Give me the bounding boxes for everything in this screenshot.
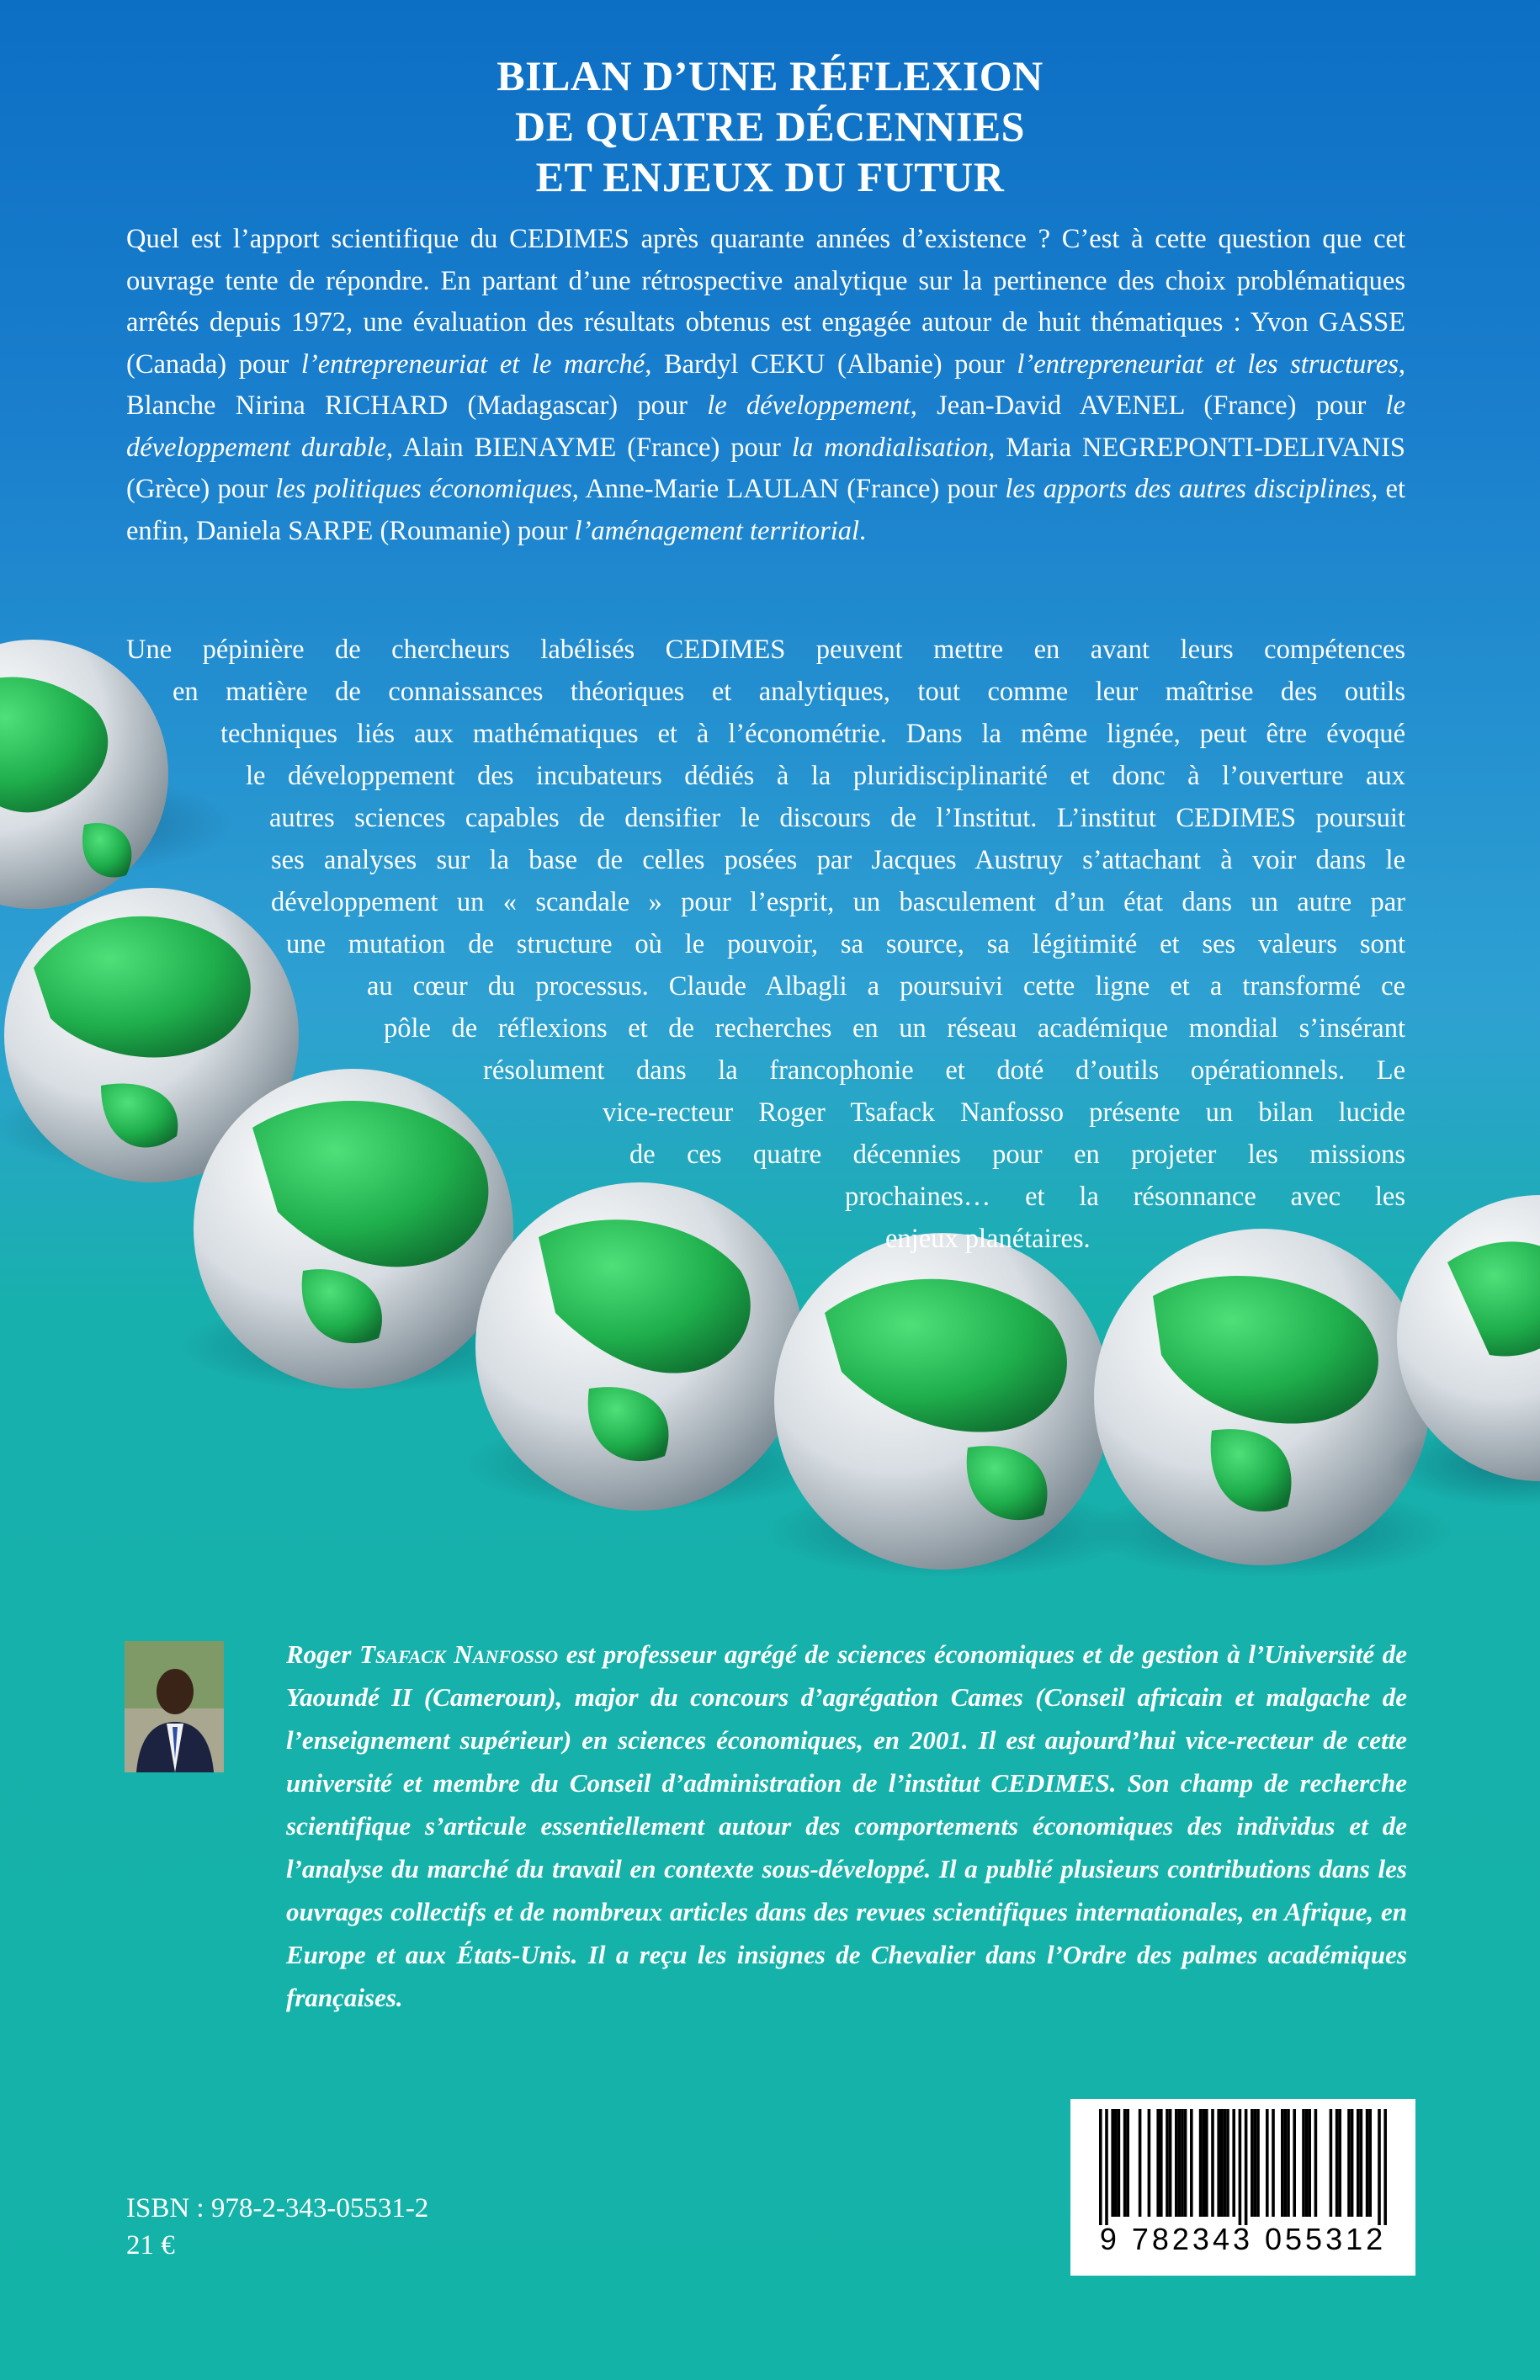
barcode-bar xyxy=(1169,2109,1172,2217)
paragraph-line: en matière de connaissances théoriques et analytiques, tout comme leur maîtrise des outils xyxy=(173,677,1405,707)
barcode-bar xyxy=(1338,2109,1341,2217)
price: 21 € xyxy=(126,2230,175,2260)
text-run: , Alain BIENAYME (France) pour xyxy=(386,432,792,463)
barcode-bar xyxy=(1287,2109,1290,2217)
text-run: , Blanche Nirina RICHARD (Madagascar) pour xyxy=(126,348,1406,421)
title-line: BILAN D’UNE RÉFLEXION xyxy=(497,52,1043,99)
paragraph-line: ses analyses sur la base de celles posées par Jacques Austruy s’attachant à voir dans le xyxy=(271,845,1405,875)
barcode-bar xyxy=(1099,2109,1102,2225)
summary-paragraph-1 xyxy=(126,219,1405,552)
paragraph-line: Une pépinière de chercheurs labélisés CEDIMES peuvent mettre en avant leurs compétences xyxy=(126,635,1405,665)
isbn: ISBN : 978-2-343-05531-2 xyxy=(126,2193,429,2223)
text-run: . xyxy=(859,515,867,546)
barcode-bar xyxy=(1330,2109,1333,2217)
title-line: DE QUATRE DÉCENNIES xyxy=(515,103,1025,150)
barcode-bar xyxy=(1181,2109,1184,2217)
paragraph-line: pôle de réflexions et de recherches en un réseau académique mondial s’insérant xyxy=(384,1013,1405,1044)
barcode-bar xyxy=(1360,2109,1363,2217)
italic-run: les apports des autres disciplines xyxy=(1005,474,1372,504)
barcode-bar xyxy=(1178,2109,1182,2217)
barcode-bar xyxy=(1383,2109,1387,2225)
paragraph-line: vice-recteur Roger Tsafack Nanfosso présente un bilan lucide xyxy=(603,1097,1405,1128)
barcode-bar xyxy=(1190,2109,1193,2217)
paragraph-line: de ces quatre décennies pour en projeter les missions xyxy=(629,1140,1405,1170)
italic-run: l’aménagement territorial xyxy=(574,515,860,546)
barcode-bar xyxy=(1217,2109,1220,2217)
barcode-bar xyxy=(1305,2109,1309,2217)
barcode-bar xyxy=(1226,2109,1229,2217)
barcode-bar xyxy=(1205,2109,1208,2217)
text-run: , et enfin, Daniela SARPE (Roumanie) pour xyxy=(126,474,1405,546)
barcode-bar xyxy=(1175,2109,1178,2217)
barcode-bar xyxy=(1256,2109,1260,2217)
barcode-bar xyxy=(1123,2109,1127,2217)
barcode-bar xyxy=(1220,2109,1224,2217)
barcode-bar xyxy=(1166,2109,1169,2217)
text-run: , Bardyl CEKU (Albanie) pour xyxy=(645,348,1017,380)
barcode-bar xyxy=(1368,2109,1372,2217)
barcode-bar xyxy=(1114,2109,1118,2217)
barcode-bar xyxy=(1251,2109,1254,2217)
italic-run: le développement xyxy=(707,390,911,421)
barcode-bar xyxy=(1351,2109,1354,2217)
text-run: Quel est l’apport scientifique du CEDIMES après quarante années d’existence ? C’est à cette question que cet ouvrage tente de répondre. En partant d’une rétrospective analytique sur la pertinence des choix problématiques arrêtés depuis 1972, une évaluation des résultats obtenus est engagée autour de huit thématiques : Yvon GASSE (Canada) pour xyxy=(126,224,1405,380)
author-photo xyxy=(125,1641,224,1772)
barcode-bar xyxy=(1336,2109,1339,2217)
paragraph-line: prochaines… et la résonnance avec les xyxy=(845,1182,1405,1212)
barcode-bar xyxy=(1211,2109,1214,2217)
paragraph-line: autres sciences capables de densifier le discours de l’Institut. L’institut CEDIMES poursuit xyxy=(269,803,1405,833)
barcode-bar xyxy=(1160,2109,1163,2217)
barcode-bar xyxy=(1281,2109,1284,2217)
italic-run: les politiques économiques xyxy=(275,474,572,504)
barcode-bar xyxy=(1184,2109,1187,2217)
barcode xyxy=(1070,2099,1415,2276)
title-line: ET ENJEUX DU FUTUR xyxy=(535,153,1005,200)
barcode-bar xyxy=(1293,2109,1296,2217)
barcode-bar xyxy=(1232,2109,1235,2217)
text-run: , Maria NEGREPONTI-DELIVANIS (Grèce) pour xyxy=(126,432,1405,504)
barcode-bar xyxy=(1202,2109,1205,2217)
barcode-bar xyxy=(1314,2109,1318,2217)
bio-text: est professeur agrégé de sciences économiques et de gestion à l’Université de Yaoundé II (Cameroun), major du concours d’agrégation Cames (Conseil africain et malgache de l’enseignement supérieur) en sciences économiques, en 2001. Il est aujourd’hui vice-recteur de cette université et membre du Conseil d’administration de l’institut CEDIMES. Son champ de recherche scientifique s’articule essentiellement autour des comportements économiques des individus et de l’analyse du marché du travail en contexte sous-développé. Il a publié plusieurs contributions dans les ouvrages collectifs et de nombreux articles dans des revues scientifiques internationales, en Afrique, en Europe et aux États-Unis. Il a reçu les insignes de Chevalier dans l’Ordre des palmes académiques françaises. xyxy=(286,1639,1408,2012)
barcode-bar xyxy=(1105,2109,1108,2225)
author-last-name: Tsafack xyxy=(359,1639,446,1669)
barcode-bar xyxy=(1156,2109,1160,2217)
italic-run: l’entrepreneuriat et le marché xyxy=(300,348,645,380)
author-biography xyxy=(286,1633,1407,2019)
text-run: , Jean-David AVENEL (France) pour xyxy=(910,390,1386,421)
barcode-bar xyxy=(1284,2109,1288,2217)
barcode-bar xyxy=(1139,2109,1142,2217)
barcode-bar xyxy=(1308,2109,1311,2217)
paragraph-line: au cœur du processus. Claude Albagli a poursuivi cette ligne et a transformé ce xyxy=(367,971,1405,1001)
paragraph-line: une mutation de structure où le pouvoir, sa source, sa légitimité et ses valeurs sont xyxy=(286,929,1405,959)
author-first-name: Roger xyxy=(286,1639,360,1669)
paragraph-line: résolument dans la francophonie et doté d’outils opérationnels. Le xyxy=(483,1055,1405,1086)
paragraph-line: développement un « scandale » pour l’esprit, un basculement d’un état dans un autre par xyxy=(271,887,1405,917)
barcode-bar xyxy=(1378,2109,1381,2225)
barcode-bar xyxy=(1347,2109,1351,2217)
barcode-bar xyxy=(1302,2109,1305,2217)
barcode-bar xyxy=(1111,2109,1114,2217)
italic-run: l’entrepreneuriat et les structures xyxy=(1017,348,1399,380)
author-last-name: Nanfosso xyxy=(454,1639,559,1669)
barcode-bar xyxy=(1245,2109,1248,2225)
barcode-bar xyxy=(1366,2109,1369,2217)
text-run: , Anne-Marie LAULAN (France) pour xyxy=(571,474,1006,504)
barcode-bar xyxy=(1148,2109,1151,2217)
barcode-bar xyxy=(1357,2109,1360,2217)
barcode-bar xyxy=(1126,2109,1129,2217)
barcode-bar xyxy=(1199,2109,1203,2217)
barcode-bar xyxy=(1118,2109,1121,2217)
barcode-bar xyxy=(1266,2109,1269,2217)
barcode-digits: 9 782343 055312 xyxy=(1099,2222,1387,2256)
barcode-bar xyxy=(1272,2109,1275,2217)
paragraph-line: enjeux planétaires. xyxy=(885,1224,1091,1254)
paragraph-line: techniques liés aux mathématiques et à l’économétrie. Dans la même lignée, peut être évoqué xyxy=(220,719,1405,749)
cover-title xyxy=(286,50,1254,202)
italic-run: le développement durable xyxy=(126,390,1406,463)
paragraph-line: le développement des incubateurs dédiés à la pluridisciplinarité et donc à l’ouverture aux xyxy=(246,761,1405,791)
barcode-bar xyxy=(1254,2109,1257,2217)
barcode-bar xyxy=(1239,2109,1242,2225)
barcode-bars xyxy=(1070,2099,1415,2225)
barcode-bar xyxy=(1224,2109,1227,2217)
italic-run: la mondialisation xyxy=(791,432,989,463)
